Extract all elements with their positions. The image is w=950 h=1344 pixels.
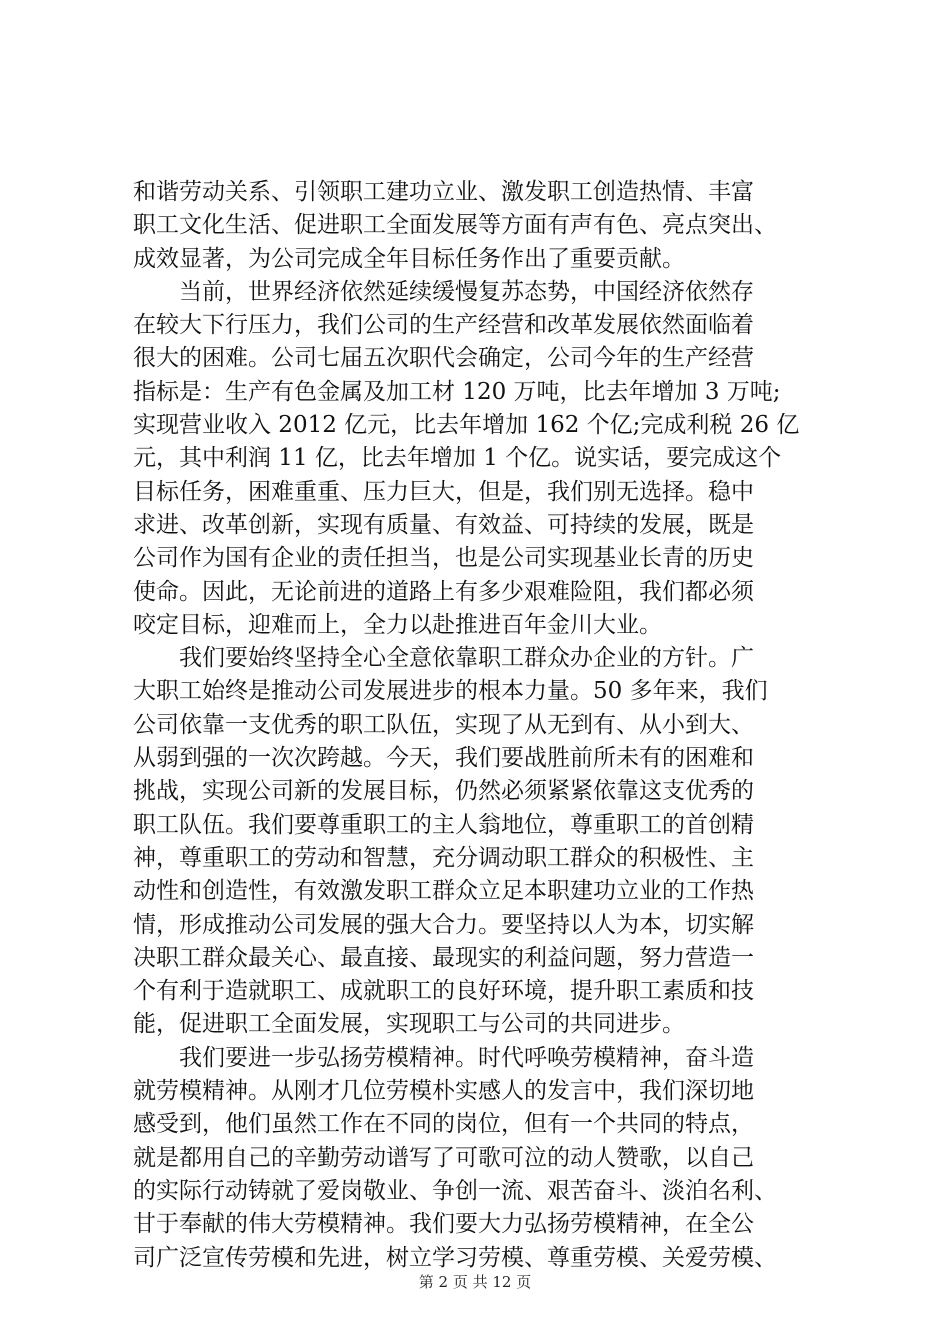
text-line: 在较大下行压力，我们公司的生产经营和改革发展依然面临着 xyxy=(133,312,754,339)
text-line: 挑战，实现公司新的发展目标，仍然必须紧紧依靠这支优秀的 xyxy=(133,778,754,805)
text-line: 求进、改革创新，实现有质量、有效益、可持续的发展，既是 xyxy=(133,511,754,538)
text-line: 感受到，他们虽然工作在不同的岗位，但有一个共同的特点， xyxy=(133,1111,754,1138)
text-line: 个有利于造就职工、成就职工的良好环境，提升职工素质和技 xyxy=(133,978,754,1005)
text-line: 目标任务，困难重重、压力巨大，但是，我们别无选择。稳中 xyxy=(133,478,754,505)
text-line: 实现营业收入 2012 亿元，比去年增加 162 个亿;完成利税 26 亿 xyxy=(133,412,800,439)
text-line: 甘于奉献的伟大劳模精神。我们要大力弘扬劳模精神，在全公 xyxy=(133,1211,754,1238)
text-line: 和谐劳动关系、引领职工建功立业、激发职工创造热情、丰富 xyxy=(133,179,754,205)
text-line: 成效显著，为公司完成全年目标任务作出了重要贡献。 xyxy=(133,245,685,272)
text-line: 职工文化生活、促进职工全面发展等方面有声有色、亮点突出、 xyxy=(133,212,777,239)
text-line: 指标是：生产有色金属及加工材 120 万吨，比去年增加 3 万吨; xyxy=(133,378,781,405)
text-line: 就劳模精神。从刚才几位劳模朴实感人的发言中，我们深切地 xyxy=(133,1078,754,1105)
text-line: 公司作为国有企业的责任担当，也是公司实现基业长青的历史 xyxy=(133,545,754,572)
text-line: 我们要进一步弘扬劳模精神。时代呼唤劳模精神，奋斗造 xyxy=(133,1044,754,1071)
text-line: 情，形成推动公司发展的强大合力。要坚持以人为本，切实解 xyxy=(133,911,754,938)
text-line: 决职工群众最关心、最直接、最现实的利益问题，努力营造一 xyxy=(133,944,754,971)
text-line: 我们要始终坚持全心全意依靠职工群众办企业的方针。广 xyxy=(133,645,754,672)
text-line: 大职工始终是推动公司发展进步的根本力量。50 多年来，我们 xyxy=(133,678,768,705)
body-text xyxy=(133,176,853,1275)
text-line: 公司依靠一支优秀的职工队伍，实现了从无到有、从小到大、 xyxy=(133,711,754,738)
text-line: 当前，世界经济依然延续缓慢复苏态势，中国经济依然存 xyxy=(133,278,754,305)
text-line: 动性和创造性，有效激发职工群众立足本职建功立业的工作热 xyxy=(133,878,754,905)
text-line: 使命。因此，无论前进的道路上有多少艰难险阻，我们都必须 xyxy=(133,578,754,605)
text-line: 能，促进职工全面发展，实现职工与公司的共同进步。 xyxy=(133,1011,685,1038)
text-line: 司广泛宣传劳模和先进，树立学习劳模、尊重劳模、关爱劳模、 xyxy=(133,1244,777,1271)
text-line: 元，其中利润 11 亿，比去年增加 1 个亿。说实话，要完成这个 xyxy=(133,445,782,472)
text-line: 咬定目标，迎难而上，全力以赴推进百年金川大业。 xyxy=(133,611,662,638)
text-line: 神，尊重职工的劳动和智慧，充分调动职工群众的积极性、主 xyxy=(133,844,754,871)
text-line: 的实际行动铸就了爱岗敬业、争创一流、艰苦奋斗、淡泊名利、 xyxy=(133,1177,777,1204)
text-line: 就是都用自己的辛勤劳动谱写了可歌可泣的动人赞歌，以自己 xyxy=(133,1144,754,1171)
text-line: 职工队伍。我们要尊重职工的主人翁地位，尊重职工的首创精 xyxy=(133,811,754,838)
text-line: 很大的困难。公司七届五次职代会确定，公司今年的生产经营 xyxy=(133,345,754,372)
page-footer: 第 2 页 共 12 页 xyxy=(418,1273,532,1291)
text-line: 从弱到强的一次次跨越。今天，我们要战胜前所未有的困难和 xyxy=(133,745,754,772)
